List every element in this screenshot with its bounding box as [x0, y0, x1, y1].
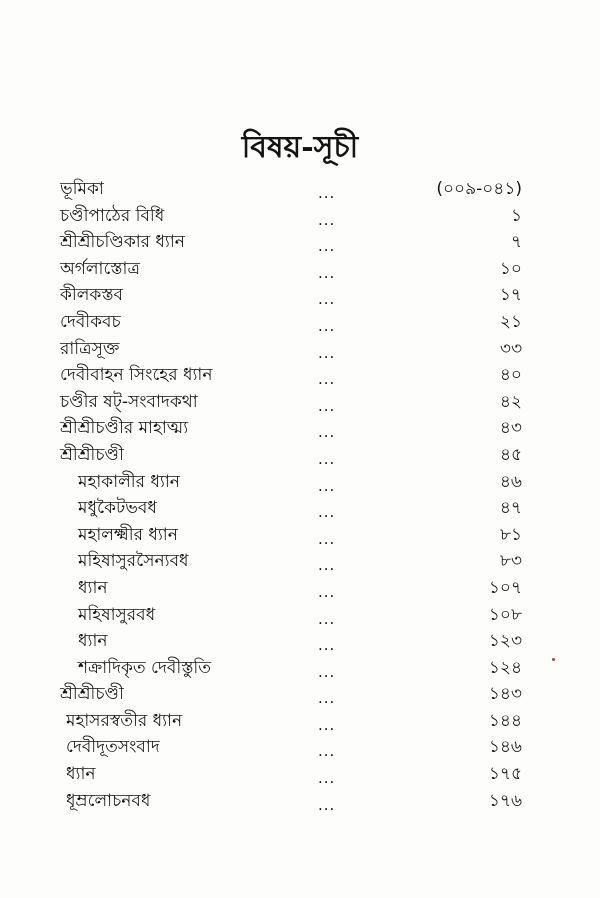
toc-entry: [0, 415, 600, 442]
leader-dots: ...: [318, 742, 336, 761]
toc-entry-title: ধ্যান: [78, 577, 108, 598]
leader-dots: ...: [318, 396, 336, 415]
page-title: বিষয়-সূচী: [241, 130, 359, 165]
toc-entry: [0, 548, 600, 575]
toc-entry: [0, 495, 600, 522]
toc-entry-page: ১৪৬: [488, 737, 522, 758]
toc-entry-title: দেবীদূতসংবাদ: [66, 737, 160, 758]
toc-entry-title: অর্গলাস্তোত্র: [60, 258, 140, 279]
leader-dots: ...: [318, 316, 336, 335]
toc-entry: [0, 708, 600, 735]
toc-entry-title: শক্রাদিকৃত দেবীস্তুতি: [78, 657, 212, 678]
toc-entry: [0, 681, 600, 708]
toc-entry-page: ৭: [510, 232, 522, 253]
leader-dots: ...: [318, 237, 336, 256]
toc-entry-page: ২১: [499, 311, 522, 332]
leader-dots: ...: [318, 795, 336, 814]
toc-entry-page: ৮১: [499, 524, 522, 545]
leader-dots: ...: [318, 184, 336, 202]
toc-entry: [0, 628, 600, 655]
toc-entry-page: ১৭৫: [488, 764, 522, 785]
toc-entry: [0, 203, 600, 230]
toc-entry-page: ১: [510, 205, 522, 226]
toc-entry: [0, 336, 600, 363]
toc-entry: [0, 522, 600, 549]
ink-speck: [552, 658, 555, 661]
leader-dots: ...: [318, 476, 336, 495]
toc-entry-title: চণ্ডীপাঠের বিধি: [60, 205, 165, 226]
toc-entry-title: মহালক্ষ্মীর ধ্যান: [78, 524, 178, 545]
toc-entry: [0, 734, 600, 761]
leader-dots: ...: [318, 636, 336, 655]
toc-entry-page: ৩৩: [499, 338, 522, 359]
toc-entry-title: শ্রীশ্রীচণ্ডী: [60, 684, 124, 705]
leader-dots: ...: [318, 689, 336, 708]
toc-entry-title: মহাসরস্বতীর ধ্যান: [66, 710, 183, 731]
toc-entry-page: ১২৪: [488, 657, 522, 678]
leader-dots: ...: [318, 290, 336, 309]
toc-entry-title: মধুকৈটভবধ: [78, 498, 157, 519]
toc-entry: [0, 389, 600, 416]
toc-entry-page: ৪৩: [499, 418, 522, 439]
toc-entry-page: ৪৫: [499, 444, 522, 465]
leader-dots: ...: [318, 609, 336, 628]
toc-entry-page: ৮৩: [499, 551, 522, 572]
toc-entry: [0, 655, 600, 682]
toc-entry-title: শ্রীশ্রীচণ্ডী: [60, 444, 124, 465]
toc-entry: [0, 575, 600, 602]
toc-entry: [0, 309, 600, 336]
table-of-contents: [0, 176, 600, 814]
leader-dots: ...: [318, 662, 336, 681]
leader-dots: ...: [318, 529, 336, 548]
toc-entry-page: ১৭৬: [488, 790, 522, 811]
toc-entry-page: ১২৩: [488, 631, 522, 652]
toc-entry: [0, 256, 600, 283]
toc-entry-title: চণ্ডীর ষট্‌-সংবাদকথা: [60, 391, 198, 412]
leader-dots: ...: [318, 503, 336, 522]
toc-entry: [0, 469, 600, 496]
toc-entry-title: শ্রীশ্রীচণ্ডিকার ধ্যান: [60, 232, 185, 253]
toc-entry: [0, 229, 600, 256]
toc-entry-page: ১০৮: [488, 604, 522, 625]
toc-entry: [0, 788, 600, 815]
toc-entry-page: ১৭: [499, 285, 522, 306]
toc-entry-title: ধূম্রলোচনবধ: [66, 790, 151, 811]
toc-entry: [0, 761, 600, 788]
toc-entry-page: ৪৭: [499, 498, 522, 519]
toc-entry: [0, 176, 600, 203]
toc-entry-title: মহিষাসুরবধ: [78, 604, 156, 625]
toc-entry-page: ১৪৩: [488, 684, 522, 705]
toc-entry-title: দেবীবাহন সিংহের ধ্যান: [60, 365, 213, 386]
toc-entry-page: ৪০: [499, 365, 522, 386]
toc-entry-page: (০০৯-০৪১): [436, 179, 522, 199]
leader-dots: ...: [318, 556, 336, 575]
leader-dots: ...: [318, 423, 336, 442]
leader-dots: ...: [318, 449, 336, 468]
toc-entry-title: দেবীকবচ: [60, 311, 121, 332]
toc-entry-title: কীলকস্তব: [60, 285, 124, 306]
toc-entry-page: ৪২: [499, 391, 522, 412]
toc-entry-page: ১৪৪: [488, 710, 522, 731]
toc-entry-title: রাত্রিসূক্ত: [60, 338, 120, 359]
leader-dots: ...: [318, 263, 336, 282]
toc-entry-title: মহাকালীর ধ্যান: [78, 471, 180, 492]
toc-entry: [0, 282, 600, 309]
leader-dots: ...: [318, 370, 336, 389]
leader-dots: ...: [318, 769, 336, 788]
toc-entry: [0, 442, 600, 469]
toc-entry-page: ১০৭: [488, 577, 522, 598]
toc-entry: [0, 362, 600, 389]
leader-dots: ...: [318, 582, 336, 601]
toc-entry-title: ভূমিকা: [60, 179, 104, 199]
leader-dots: ...: [318, 343, 336, 362]
toc-entry-title: শ্রীশ্রীচণ্ডীর মাহাত্ম্য: [60, 418, 189, 439]
leader-dots: ...: [318, 715, 336, 734]
toc-entry: [0, 602, 600, 629]
toc-entry-title: ধ্যান: [66, 764, 96, 785]
toc-entry-page: ১০: [499, 258, 522, 279]
toc-entry-title: মহিষাসুরসৈন্যবধ: [78, 551, 189, 572]
toc-entry-page: ৪৬: [499, 471, 522, 492]
toc-entry-title: ধ্যান: [78, 631, 108, 652]
leader-dots: ...: [318, 210, 336, 229]
